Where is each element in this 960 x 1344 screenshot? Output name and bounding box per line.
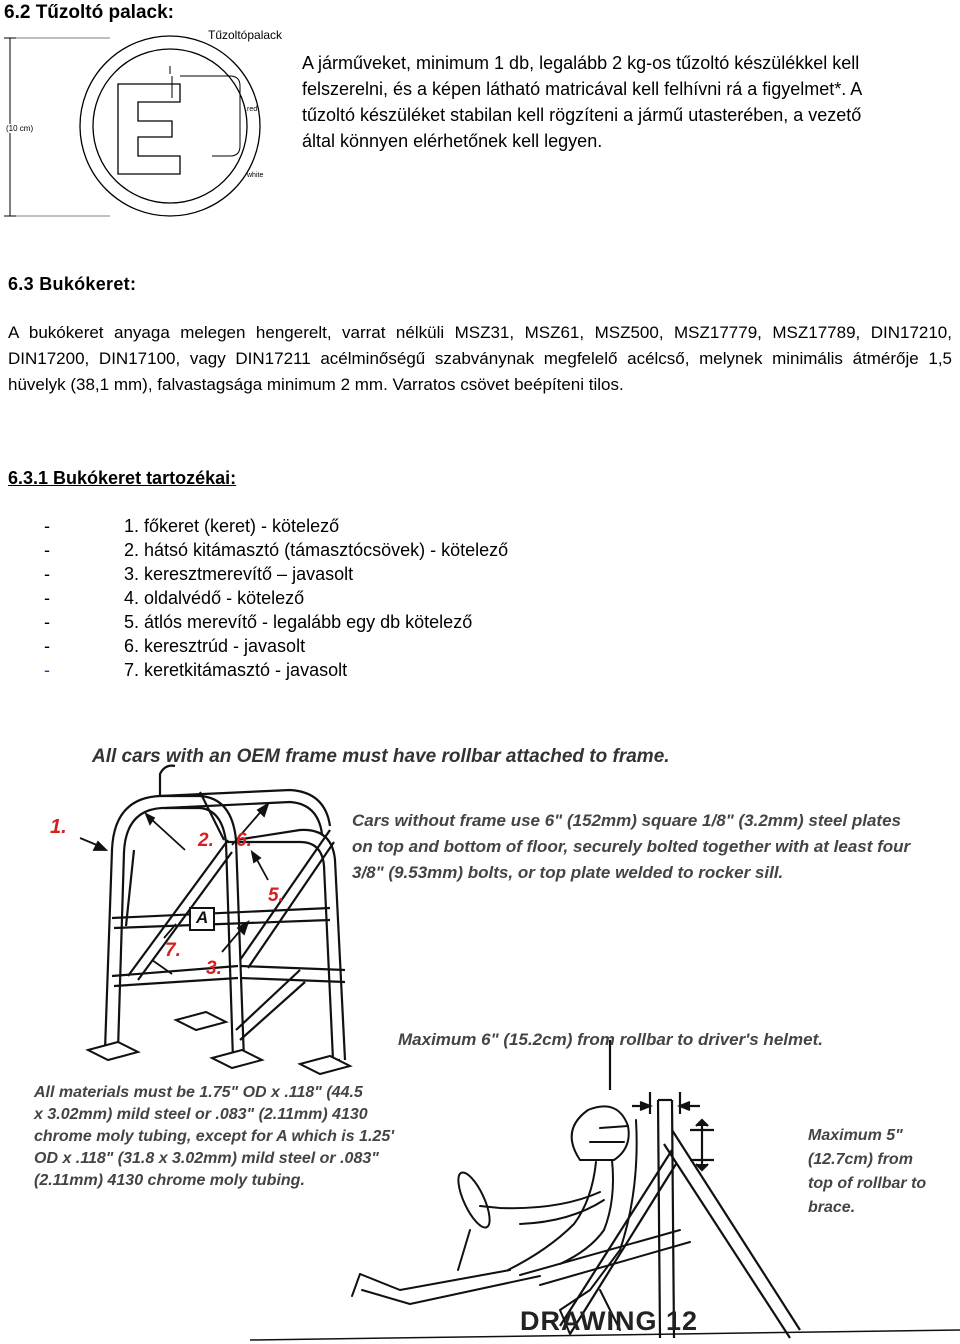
heading-fire-extinguisher: 6.2 Tűzoltó palack:	[4, 2, 174, 23]
sticker-label-size: (10 cm)	[6, 124, 34, 133]
brace-note-line: (12.7cm) from	[808, 1151, 913, 1168]
paragraph-line: tűzoltó készüléket stabilan kell rögzíteni a jármű utasterében, a vezető	[302, 105, 862, 125]
list-item-text: 1. főkeret (keret) - kötelező	[124, 516, 340, 536]
list-item	[44, 610, 508, 634]
drawing-brace-note	[808, 1124, 926, 1220]
list-dash: -	[44, 636, 50, 656]
sticker-label-red: red	[247, 106, 258, 113]
list-item-text: 2. hátsó kitámasztó (támasztócsövek) - kötelező	[124, 540, 509, 560]
heading-rollbar: 6.3 Bukókeret:	[8, 274, 137, 294]
heading-rollbar-parts: 6.3.1 Bukókeret tartozékai:	[8, 468, 237, 488]
callout-5: 5.	[268, 885, 284, 906]
drawing-helmet-note: Maximum 6" (15.2cm) from rollbar to driver's helmet.	[398, 1030, 823, 1049]
list-dash: -	[44, 588, 50, 608]
brace-note-line: top of rollbar to	[808, 1175, 927, 1192]
plate-note-line: on top and bottom of floor, securely bolted together with at least four	[352, 837, 911, 856]
callout-7: 7.	[165, 940, 181, 961]
paragraph-line: felszerelni, és a képen látható matricával kell felhívni rá a figyelmet*. A	[302, 79, 863, 99]
rollbar-drawing	[0, 730, 960, 1344]
list-item	[44, 562, 508, 586]
drawing-plate-note	[352, 808, 910, 886]
list-item-text: 7. keretkitámasztó - javasolt	[124, 660, 348, 680]
callout-3: 3.	[206, 958, 222, 979]
callout-2: 2.	[198, 830, 214, 851]
fire-extinguisher-sticker	[0, 26, 290, 226]
sticker-drawing	[0, 26, 290, 226]
material-note-line: (2.11mm) 4130 chrome moly tubing.	[34, 1172, 305, 1189]
rollbar-parts-list	[44, 514, 508, 682]
paragraph-line: A járműveket, minimum 1 db, legalább 2 kg-os tűzoltó készülékkel kell	[302, 53, 860, 73]
list-item-text: 3. keresztmerevítő – javasolt	[124, 564, 354, 584]
rollbar-paragraph: A bukókeret anyaga melegen hengerelt, varrat nélküli MSZ31, MSZ61, MSZ500, MSZ17779, MSZ17789, DIN17210, DIN17200, DIN17100, vagy DIN17211 acélminőségű szabványnak megfelelő acélcső, melynek minimális átmérője 1,5 hüvelyk (38,1 mm), falvastagsága minimum 2 mm. Varratos csövet beépíteni tilos.	[8, 323, 952, 394]
list-item	[44, 538, 508, 562]
drawing-top-note: All cars with an OEM frame must have rollbar attached to frame.	[92, 746, 670, 767]
list-dash: -	[44, 660, 50, 680]
sticker-label-white: white	[247, 172, 264, 179]
callout-a: A	[196, 908, 209, 927]
sticker-caption: Tűzoltópalack	[208, 28, 283, 42]
callout-1: 1.	[50, 816, 67, 838]
list-dash: -	[44, 540, 50, 560]
brace-note-line: Maximum 5"	[808, 1127, 903, 1144]
list-dash: -	[44, 564, 50, 584]
plate-note-line: 3/8" (9.53mm) bolts, or top plate welded to rocker sill.	[352, 863, 784, 882]
list-item	[44, 586, 508, 610]
material-note-line: OD x .118" (31.8 x 3.02mm) mild steel or .083"	[34, 1150, 379, 1167]
list-dash: -	[44, 516, 50, 536]
plate-note-line: Cars without frame use 6" (152mm) square 1/8" (3.2mm) steel plates	[352, 811, 901, 830]
list-dash: -	[44, 612, 50, 632]
material-note-line: All materials must be 1.75" OD x .118" (44.5	[34, 1084, 363, 1101]
drawing-title: DRAWING 12	[520, 1306, 699, 1336]
brace-note-line: brace.	[808, 1199, 856, 1216]
list-item-text: 5. átlós merevítő - legalább egy db kötelező	[124, 612, 473, 632]
list-item-text: 6. keresztrúd - javasolt	[124, 636, 306, 656]
material-note-line: x 3.02mm) mild steel or .083" (2.11mm) 4130	[34, 1106, 368, 1123]
material-note-line: chrome moly tubing, except for A which is 1.25'	[34, 1128, 395, 1145]
list-item-text: 4. oldalvédő - kötelező	[124, 588, 305, 608]
callout-6: 6.	[236, 830, 252, 851]
paragraph-line: által könnyen elérhetőnek kell legyen.	[302, 131, 603, 151]
fire-extinguisher-paragraph	[302, 50, 960, 154]
list-item	[44, 634, 508, 658]
drawing-material-note	[34, 1082, 394, 1192]
list-item	[44, 514, 508, 538]
list-item	[44, 658, 508, 682]
